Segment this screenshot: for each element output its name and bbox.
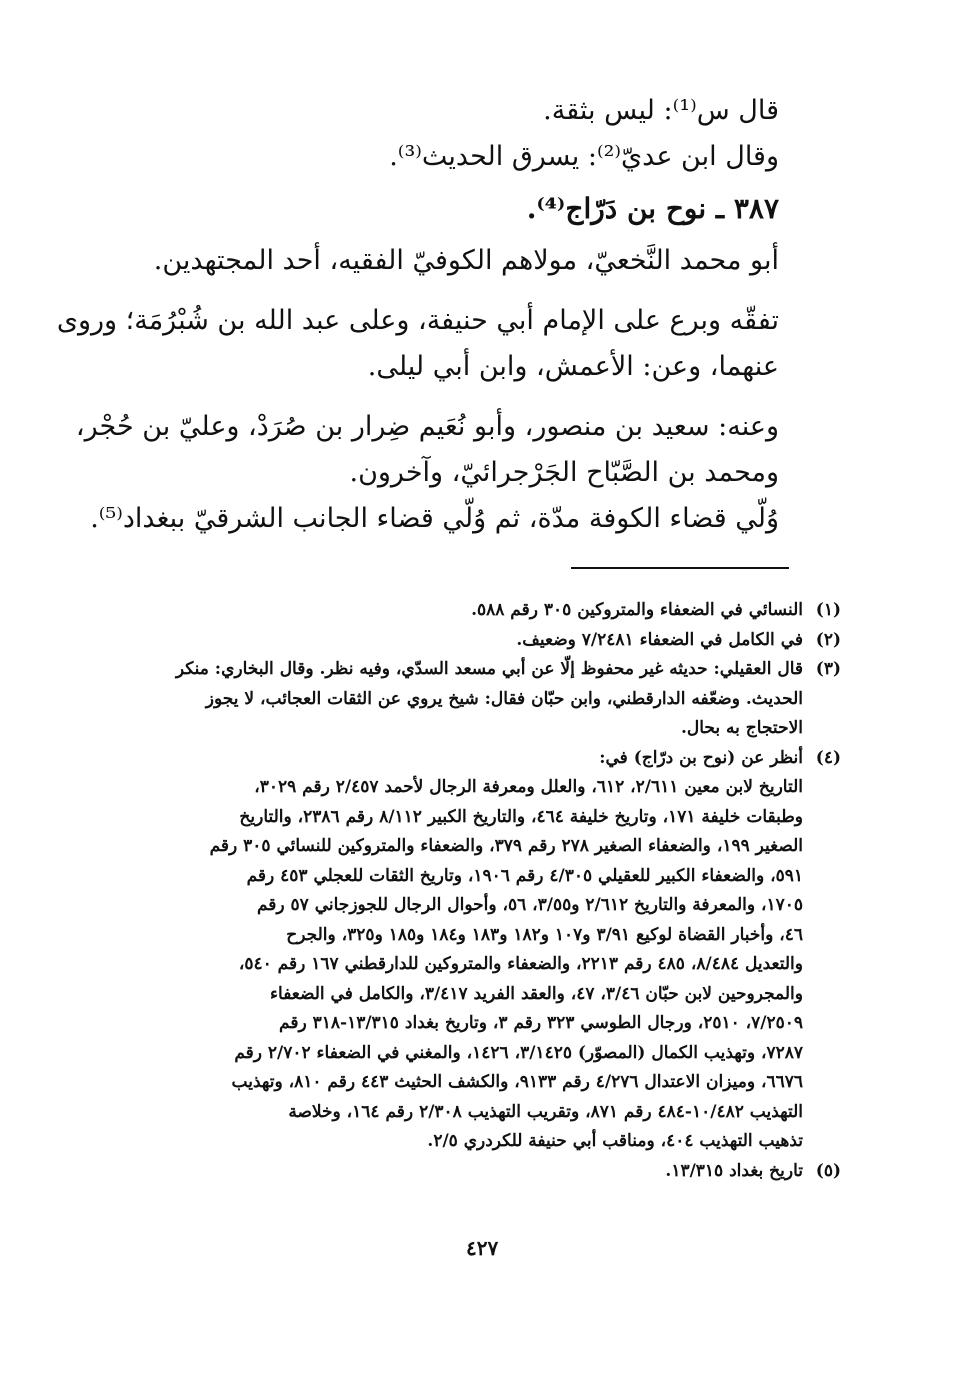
footnote-line: ٧/٢٥٠٩، ٢٥١٠، ورجال الطوسي ٣٢٣ رقم ٣، وتاريخ بغداد ١٣/٣١٥-٣١٨ رقم xyxy=(279,1013,803,1033)
footnote-line: التهذيب ١٠/٤٨٢-٤٨٤ رقم ٨٧١، وتقريب التهذيب ٢/٣٠٨ رقم ١٦٤، وخلاصة xyxy=(288,1101,803,1122)
page-number: ٤٢٧ xyxy=(466,1236,499,1260)
footnote-number: (٥) xyxy=(815,1160,841,1181)
footnote-line: ٦٦٧٦، وميزان الاعتدال ٤/٢٧٦ رقم ٩١٣٣، والكشف الحثيث ٤٤٣ رقم ٨١٠، وتهذيب xyxy=(231,1072,803,1092)
footnote-line: الحديث. وضعّفه الدارقطني، وابن حبّان فقال: شيخ يروي عن الثقات العجائب، لا يجوز xyxy=(205,688,803,709)
footnote-4 xyxy=(118,744,841,1157)
footnote-line: أنظر عن (نوح بن درّاج) في: xyxy=(599,747,803,768)
main-text xyxy=(56,88,779,542)
footnote-line: ١٧٠٥، والمعرفة والتاريخ ٢/٦١٢ و٣/٥٥، ٥٦، وأحوال الرجال للجوزجاني ٥٧ رقم xyxy=(256,895,803,915)
footnote-line: ٤٦، وأخبار القضاة لوكيع ٣/٩١ و١٠٧ و١٨٢ و١٨٣ و١٨٤ و١٨٥ و٣٢٥، والجرح xyxy=(286,924,803,945)
footnote-line: والتعديل ٨/٤٨٤، ٤٨٥ رقم ٢٢١٣، والضعفاء والمتروكين للدارقطني ١٦٧ رقم ٥٤٠، xyxy=(238,954,803,974)
footnote-divider xyxy=(571,567,789,569)
footnote-number: (٤) xyxy=(815,747,841,768)
text-line: وعنه: سعيد بن منصور، وأبو نُعَيم ضِرار بن صُرَدْ، وعليّ بن حُجْر، xyxy=(75,411,779,442)
footnote-2 xyxy=(118,626,841,656)
text-line: ومحمد بن الصَّبّاح الجَرْجرائيّ، وآخرون. xyxy=(349,457,779,488)
text-line: أبو محمد النَّخعيّ، مولاهم الكوفيّ الفقيه، أحد المجتهدين. xyxy=(153,245,779,276)
footnote-line: تاريخ بغداد ١٣/٣١٥. xyxy=(665,1160,803,1181)
footnote-5 xyxy=(118,1157,841,1187)
footnote-line: النسائي في الضعفاء والمتروكين ٣٠٥ رقم ٥٨٨. xyxy=(471,600,803,620)
text-line: قال س⁽¹⁾: ليس بثقة. xyxy=(543,95,779,126)
text-line: وقال ابن عديّ⁽²⁾: يسرق الحديث⁽³⁾. xyxy=(389,141,779,172)
footnote-line: قال العقيلي: حديثه غير محفوظ إلّا عن أبي مسعد السدّي، وفيه نظر. وقال البخاري: منكر xyxy=(175,659,803,679)
footnote-line: التاريخ لابن معين ٢/٦١١، ٦١٢، والعلل ومعرفة الرجال لأحمد ٢/٤٥٧ رقم ٣٠٢٩، xyxy=(254,777,803,797)
text-line: تفقّه وبرع على الإمام أبي حنيفة، وعلى عبد الله بن شُبْرُمَة؛ وروى xyxy=(56,305,779,336)
footnote-line: في الكامل في الضعفاء ٧/٢٤٨١ وضعيف. xyxy=(516,629,803,650)
footnote-number: (٢) xyxy=(815,629,841,650)
footnote-line: الصغير ١٩٩، والضعفاء الصغير ٢٧٨ رقم ٣٧٩، والضعفاء والمتروكين للنسائي ٣٠٥ رقم xyxy=(209,836,803,856)
footnote-line: والمجروحين لابن حبّان ٣/٤٦، ٤٧، والعقد الفريد ٣/٤١٧، والكامل في الضعفاء xyxy=(270,983,803,1004)
footnote-line: وطبقات خليفة ١٧١، وتاريخ خليفة ٤٦٤، والتاريخ الكبير ٨/١١٢ رقم ٢٣٨٦، والتاريخ xyxy=(239,806,803,827)
text-line: عنهما، وعن: الأعمش، وابن أبي ليلى. xyxy=(367,351,779,382)
footnote-line: ٧٢٨٧، وتهذيب الكمال (المصوّر) ٣/١٤٢٥، ١٤٢٦، والمغني في الضعفاء ٢/٧٠٢ رقم xyxy=(234,1042,803,1063)
footnote-line: الاحتجاج به بحال. xyxy=(680,718,803,738)
footnotes xyxy=(118,596,841,1186)
footnote-1 xyxy=(118,596,841,626)
footnote-line: تذهيب التهذيب ٤٠٤، ومناقب أبي حنيفة للكردري ٢/٥. xyxy=(427,1131,803,1151)
footnote-3 xyxy=(118,655,841,744)
text-line: وُلّي قضاء الكوفة مدّة، ثم وُلّي قضاء الجانب الشرقيّ ببغداد⁽⁵⁾. xyxy=(90,503,779,534)
entry-heading: ٣٨٧ ـ نوح بن دَرّاج⁽⁴⁾. xyxy=(526,192,779,225)
footnote-line: ٥٩١، والضعفاء الكبير للعقيلي ٤/٣٠٥ رقم ١٩٠٦، وتاريخ الثقات للعجلي ٤٥٣ رقم xyxy=(246,865,803,886)
footnote-number: (١) xyxy=(815,600,841,620)
footnote-number: (٣) xyxy=(815,659,841,679)
